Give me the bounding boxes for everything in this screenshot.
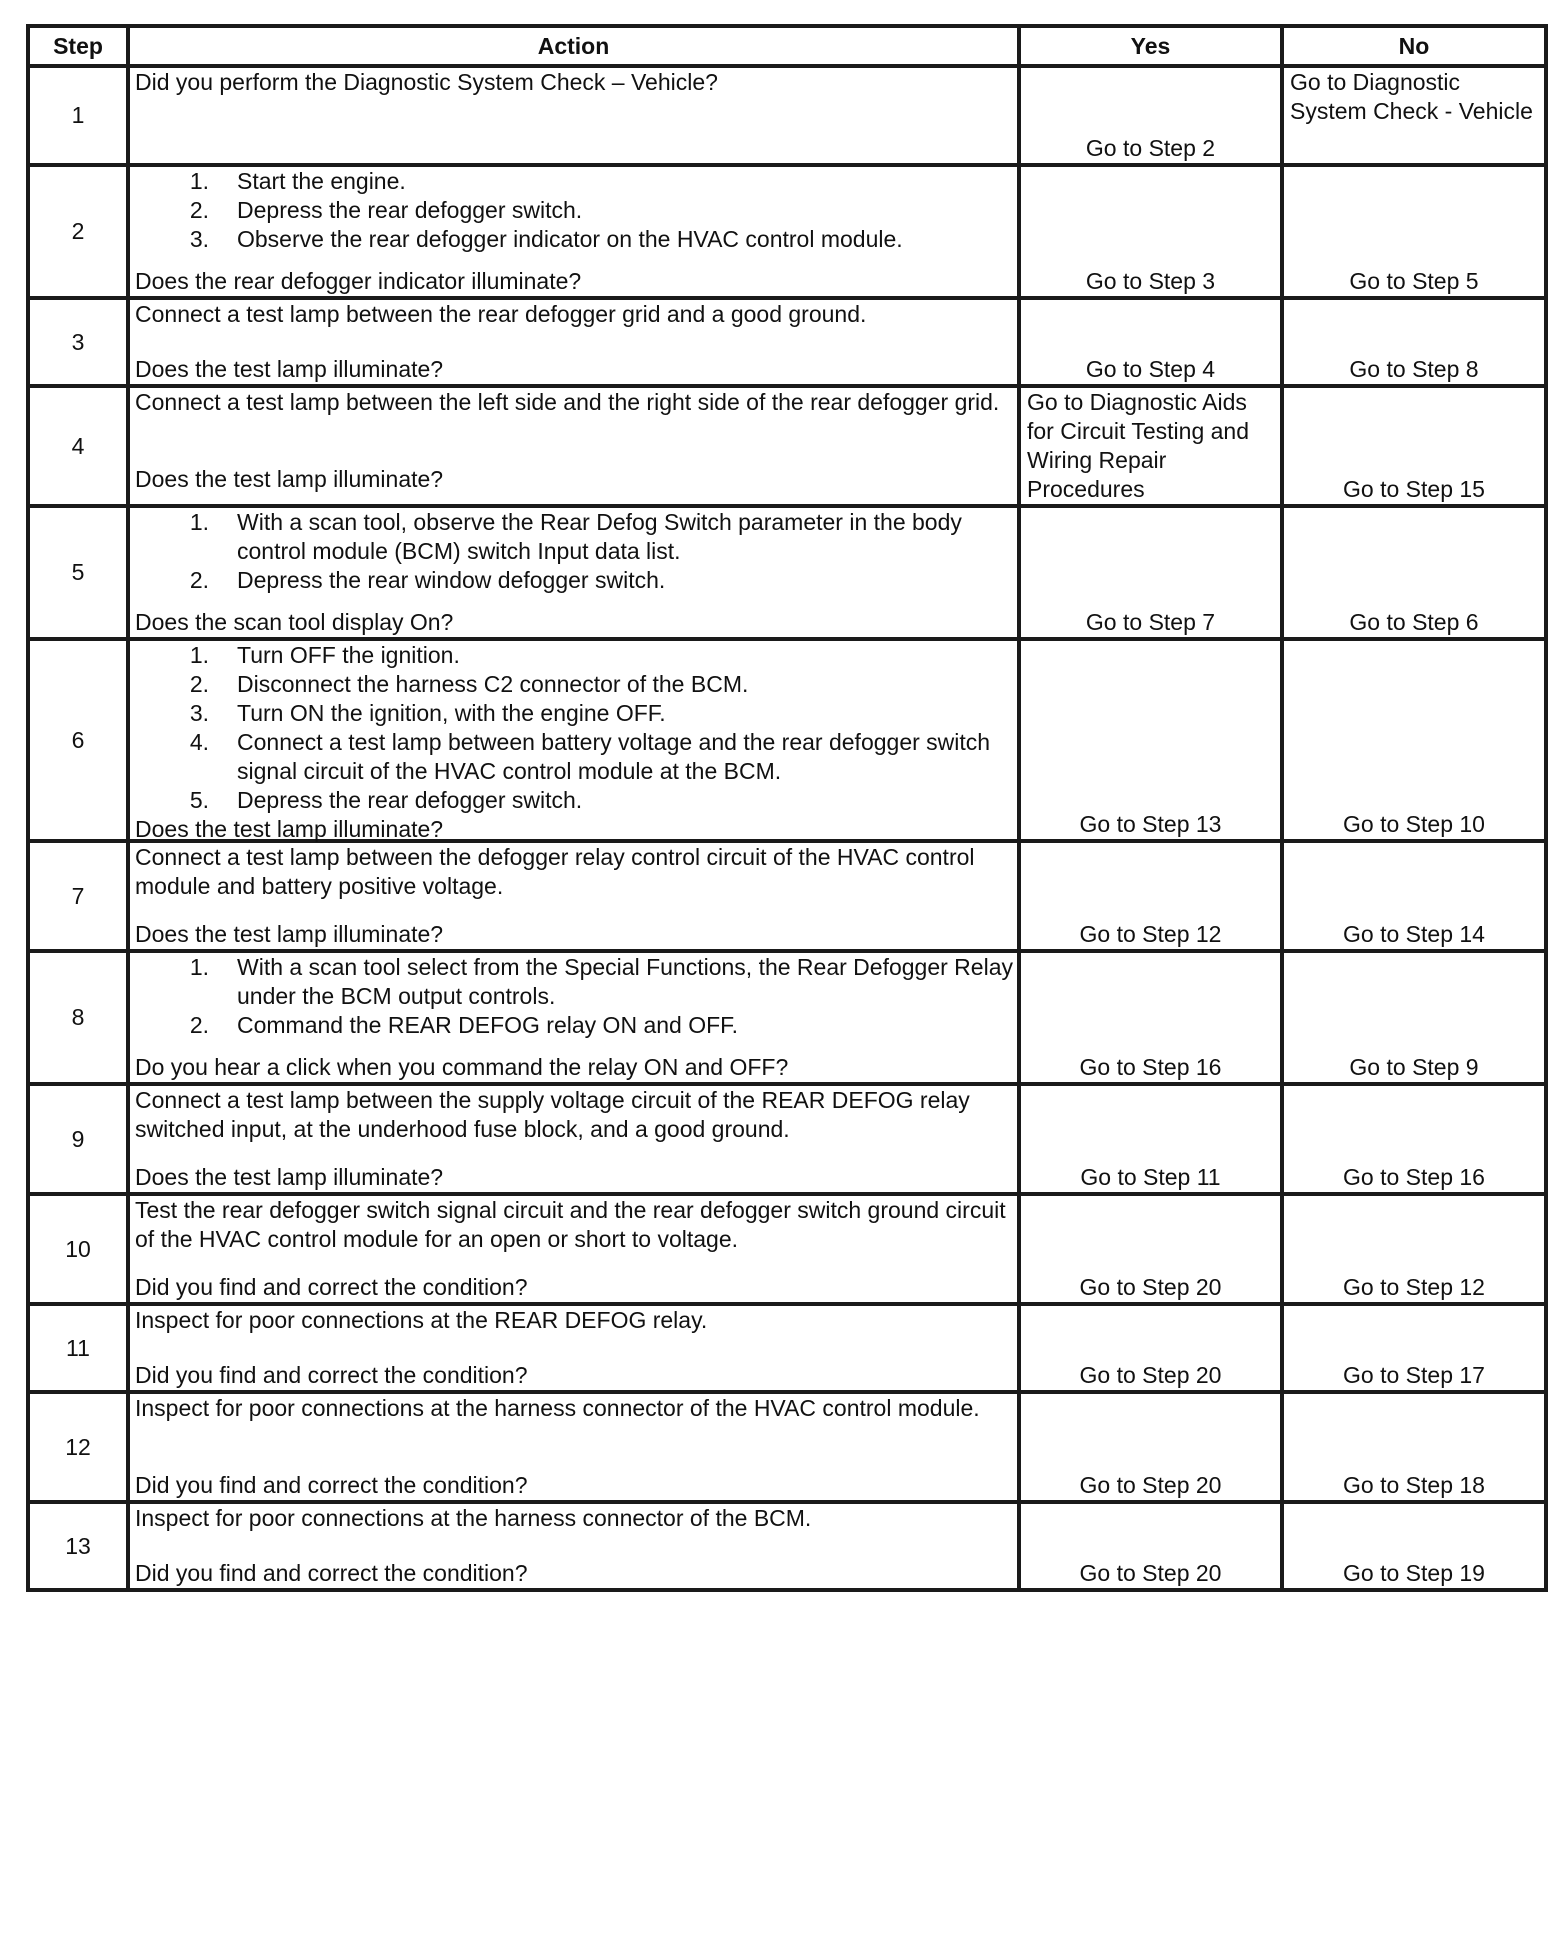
table-row xyxy=(28,165,1546,298)
action-text: Inspect for poor connections at the REAR DEFOG relay. xyxy=(135,1307,708,1333)
substep-number: 3. xyxy=(189,700,209,726)
action-cell xyxy=(128,1502,1019,1590)
no-result-text: Go to Diagnostic System Check - Vehicle xyxy=(1290,69,1533,124)
no-result xyxy=(1282,639,1546,841)
substep-item xyxy=(135,196,1013,225)
yes-result-text: Go to Step 13 xyxy=(1079,811,1222,837)
substep-text: Connect a test lamp between battery voltage and the rear defogger switch signal circuit of the HVAC control module at the BCM. xyxy=(237,729,991,784)
substep-item xyxy=(135,167,1013,196)
action-cell xyxy=(128,506,1019,639)
action-question: Did you find and correct the condition? xyxy=(135,1472,528,1498)
diagnostic-table-page xyxy=(26,24,1544,1592)
no-result-text: Go to Step 16 xyxy=(1343,1164,1485,1190)
yes-result-text: Go to Step 4 xyxy=(1085,356,1216,382)
action-question: Do you hear a click when you command the relay ON and OFF? xyxy=(135,1054,789,1080)
table-row xyxy=(28,841,1546,951)
step-number: 11 xyxy=(28,1304,128,1392)
substep-item xyxy=(135,953,1013,1011)
action-text: Test the rear defogger switch signal circuit and the rear defogger switch ground circuit of the HVAC control module for an open or short to voltage. xyxy=(135,1197,1006,1252)
action-question: Did you find and correct the condition? xyxy=(135,1362,528,1388)
table-body xyxy=(28,66,1546,1590)
table-row xyxy=(28,1304,1546,1392)
action-content xyxy=(130,641,1017,842)
no-result xyxy=(1282,841,1546,951)
table-row xyxy=(28,639,1546,841)
yes-result-text: Go to Diagnostic Aids for Circuit Testing and Wiring Repair Procedures xyxy=(1027,389,1250,502)
step-number: 3 xyxy=(28,298,128,386)
table-row xyxy=(28,1194,1546,1304)
action-cell xyxy=(128,1392,1019,1502)
yes-result xyxy=(1019,639,1282,841)
yes-result-text: Go to Step 2 xyxy=(1085,135,1216,161)
action-cell xyxy=(128,951,1019,1084)
table-row xyxy=(28,386,1546,506)
no-result xyxy=(1282,66,1546,165)
action-text: Connect a test lamp between the supply voltage circuit of the REAR DEFOG relay switched input, at the underhood fuse block, and a good ground. xyxy=(135,1087,970,1142)
no-result-text: Go to Step 10 xyxy=(1343,811,1485,837)
action-cell xyxy=(128,66,1019,165)
substep-text: Turn OFF the ignition. xyxy=(237,642,460,668)
substep-text: Command the REAR DEFOG relay ON and OFF. xyxy=(237,1012,739,1038)
step-number: 1 xyxy=(28,66,128,165)
action-question: Does the test lamp illuminate? xyxy=(135,356,444,382)
substep-text: With a scan tool, observe the Rear Defog Switch parameter in the body control module (BCM) switch Input data list. xyxy=(237,509,962,564)
header-yes: Yes xyxy=(1019,26,1282,66)
table-header-row xyxy=(28,26,1546,66)
substep-text: Start the engine. xyxy=(237,168,406,194)
table-row xyxy=(28,951,1546,1084)
action-content xyxy=(130,300,1017,384)
step-number: 2 xyxy=(28,165,128,298)
yes-result-text: Go to Step 20 xyxy=(1079,1560,1222,1586)
substep-number: 1. xyxy=(189,168,209,194)
action-content xyxy=(130,843,1017,949)
action-text: Connect a test lamp between the rear defogger grid and a good ground. xyxy=(135,301,867,327)
table-row xyxy=(28,1084,1546,1194)
no-result-text: Go to Step 15 xyxy=(1343,476,1485,502)
substep-number: 1. xyxy=(189,954,209,980)
substep-text: Depress the rear window defogger switch. xyxy=(237,567,666,593)
action-question: Does the rear defogger indicator illuminate? xyxy=(135,268,582,294)
no-result xyxy=(1282,386,1546,506)
substep-text: Depress the rear defogger switch. xyxy=(237,787,583,813)
substep-item xyxy=(135,699,1013,728)
action-instructions xyxy=(135,1196,1013,1254)
no-result xyxy=(1282,1084,1546,1194)
action-question: Does the test lamp illuminate? xyxy=(135,921,444,947)
substep-number: 1. xyxy=(189,642,209,668)
yes-result xyxy=(1019,165,1282,298)
yes-result xyxy=(1019,386,1282,506)
yes-result xyxy=(1019,66,1282,165)
yes-result-text: Go to Step 11 xyxy=(1080,1164,1221,1190)
substep-number: 5. xyxy=(189,787,209,813)
action-content xyxy=(130,1394,1017,1500)
substep-list xyxy=(135,167,1013,254)
no-result-text: Go to Step 8 xyxy=(1349,356,1479,382)
action-content xyxy=(130,1086,1017,1192)
yes-result-text: Go to Step 12 xyxy=(1079,921,1222,947)
substep-list xyxy=(135,953,1013,1040)
header-no: No xyxy=(1282,26,1546,66)
yes-result xyxy=(1019,841,1282,951)
action-question: Does the test lamp illuminate? xyxy=(135,1164,444,1190)
action-instructions xyxy=(135,1504,1013,1533)
substep-item xyxy=(135,670,1013,699)
action-question: Does the scan tool display On? xyxy=(135,609,454,635)
action-content xyxy=(130,167,1017,296)
substep-text: Observe the rear defogger indicator on the HVAC control module. xyxy=(237,226,903,252)
substep-list xyxy=(135,641,1013,815)
action-instructions xyxy=(135,388,1013,417)
action-text: Did you perform the Diagnostic System Check – Vehicle? xyxy=(135,69,718,95)
yes-result xyxy=(1019,298,1282,386)
action-content xyxy=(130,953,1017,1082)
no-result-text: Go to Step 14 xyxy=(1343,921,1485,947)
table-row xyxy=(28,1392,1546,1502)
header-step: Step xyxy=(28,26,128,66)
table-row xyxy=(28,66,1546,165)
substep-item xyxy=(135,566,1013,595)
action-content xyxy=(130,388,1017,494)
no-result xyxy=(1282,1194,1546,1304)
table-row xyxy=(28,506,1546,639)
action-instructions xyxy=(135,508,1013,595)
no-result-text: Go to Step 19 xyxy=(1343,1560,1485,1586)
no-result xyxy=(1282,1304,1546,1392)
step-number: 13 xyxy=(28,1502,128,1590)
action-text: Connect a test lamp between the left side and the right side of the rear defogger grid. xyxy=(135,389,1000,415)
action-text: Inspect for poor connections at the harness connector of the HVAC control module. xyxy=(135,1395,980,1421)
substep-number: 2. xyxy=(189,671,209,697)
yes-result xyxy=(1019,1392,1282,1502)
action-content xyxy=(130,508,1017,637)
substep-text: Depress the rear defogger switch. xyxy=(237,197,583,223)
table-row xyxy=(28,298,1546,386)
no-result xyxy=(1282,1392,1546,1502)
action-cell xyxy=(128,639,1019,841)
no-result-text: Go to Step 5 xyxy=(1349,268,1479,294)
yes-result-text: Go to Step 3 xyxy=(1085,268,1216,294)
action-instructions xyxy=(135,1086,1013,1144)
substep-item xyxy=(135,728,1013,786)
action-question: Does the test lamp illuminate? xyxy=(135,466,444,492)
step-number: 4 xyxy=(28,386,128,506)
no-result-text: Go to Step 17 xyxy=(1343,1362,1485,1388)
action-cell xyxy=(128,841,1019,951)
substep-number: 4. xyxy=(189,729,209,755)
diagnostic-table xyxy=(26,24,1548,1592)
step-number: 5 xyxy=(28,506,128,639)
action-cell xyxy=(128,1084,1019,1194)
table-row xyxy=(28,1502,1546,1590)
substep-list xyxy=(135,508,1013,595)
action-instructions xyxy=(135,68,1013,97)
step-number: 6 xyxy=(28,639,128,841)
action-instructions xyxy=(135,1394,1013,1423)
action-instructions xyxy=(135,953,1013,1040)
no-result xyxy=(1282,1502,1546,1590)
substep-text: Turn ON the ignition, with the engine OFF. xyxy=(237,700,666,726)
yes-result-text: Go to Step 16 xyxy=(1079,1054,1222,1080)
substep-text: With a scan tool select from the Special Functions, the Rear Defogger Relay under the BCM output controls. xyxy=(237,954,1013,1009)
step-number: 10 xyxy=(28,1194,128,1304)
no-result xyxy=(1282,951,1546,1084)
step-number: 12 xyxy=(28,1392,128,1502)
substep-item xyxy=(135,1011,1013,1040)
action-instructions xyxy=(135,843,1013,901)
substep-number: 2. xyxy=(189,567,209,593)
action-instructions xyxy=(135,1306,1013,1335)
action-question: Did you find and correct the condition? xyxy=(135,1560,528,1586)
action-text: Connect a test lamp between the defogger relay control circuit of the HVAC control module and battery positive voltage. xyxy=(135,844,975,899)
step-number: 8 xyxy=(28,951,128,1084)
action-question: Does the test lamp illuminate? xyxy=(135,816,444,842)
no-result xyxy=(1282,298,1546,386)
substep-number: 2. xyxy=(189,1012,209,1038)
header-action: Action xyxy=(128,26,1019,66)
action-cell xyxy=(128,298,1019,386)
action-cell xyxy=(128,386,1019,506)
yes-result xyxy=(1019,506,1282,639)
yes-result xyxy=(1019,1502,1282,1590)
action-cell xyxy=(128,1194,1019,1304)
substep-number: 2. xyxy=(189,197,209,223)
yes-result-text: Go to Step 7 xyxy=(1085,609,1216,635)
substep-number: 3. xyxy=(189,226,209,252)
action-content xyxy=(130,1196,1017,1302)
yes-result xyxy=(1019,1194,1282,1304)
no-result xyxy=(1282,165,1546,298)
yes-result-text: Go to Step 20 xyxy=(1079,1362,1222,1388)
no-result-text: Go to Step 18 xyxy=(1343,1472,1485,1498)
action-content xyxy=(130,1306,1017,1390)
action-instructions xyxy=(135,167,1013,254)
step-number: 7 xyxy=(28,841,128,951)
substep-text: Disconnect the harness C2 connector of the BCM. xyxy=(237,671,749,697)
no-result xyxy=(1282,506,1546,639)
action-question: Did you find and correct the condition? xyxy=(135,1274,528,1300)
no-result-text: Go to Step 6 xyxy=(1349,609,1479,635)
no-result-text: Go to Step 9 xyxy=(1349,1054,1479,1080)
yes-result xyxy=(1019,951,1282,1084)
substep-item xyxy=(135,641,1013,670)
action-text: Inspect for poor connections at the harness connector of the BCM. xyxy=(135,1505,812,1531)
action-content xyxy=(130,1504,1017,1588)
substep-item xyxy=(135,225,1013,254)
no-result-text: Go to Step 12 xyxy=(1343,1274,1485,1300)
action-cell xyxy=(128,1304,1019,1392)
action-content xyxy=(130,68,1017,163)
yes-result xyxy=(1019,1304,1282,1392)
yes-result-text: Go to Step 20 xyxy=(1079,1274,1222,1300)
substep-item xyxy=(135,786,1013,815)
yes-result-text: Go to Step 20 xyxy=(1079,1472,1222,1498)
action-instructions xyxy=(135,641,1013,815)
substep-item xyxy=(135,508,1013,566)
action-instructions xyxy=(135,300,1013,329)
yes-result xyxy=(1019,1084,1282,1194)
action-cell xyxy=(128,165,1019,298)
step-number: 9 xyxy=(28,1084,128,1194)
substep-number: 1. xyxy=(189,509,209,535)
